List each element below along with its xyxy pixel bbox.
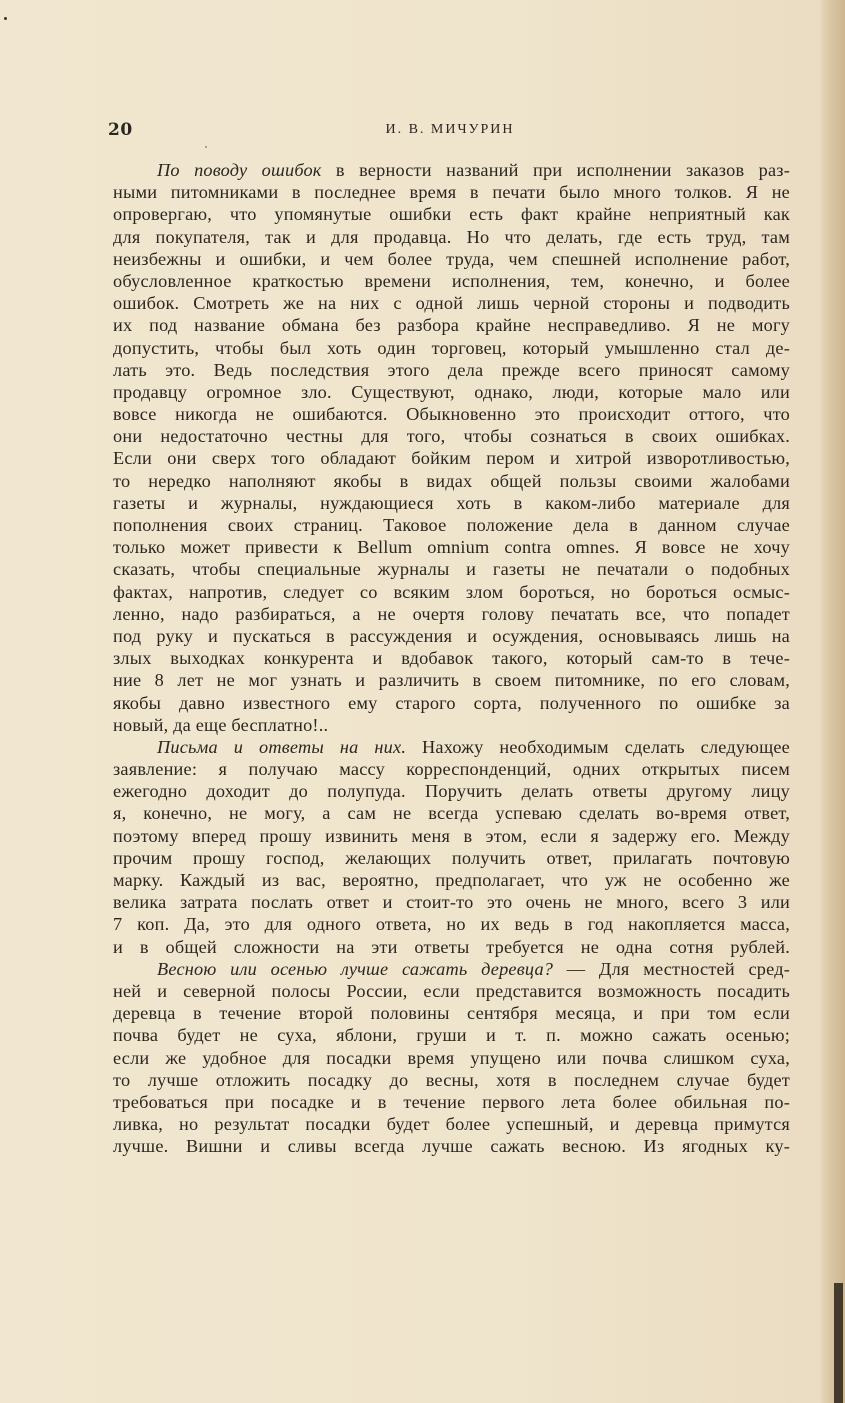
- line-text: то нередко наполняют якобы в видах общей пользы своими жалобами: [113, 470, 790, 491]
- line-text: — Для местностей сред-: [553, 958, 790, 979]
- text-line: [113, 1069, 790, 1091]
- line-text: они недостаточно честны для того, чтобы сознаться в своих ошибках.: [113, 426, 790, 447]
- text-line: [113, 159, 790, 181]
- line-text: марку. Каждый из вас, вероятно, предполагает, что уж не особенно же: [113, 870, 790, 890]
- text-line: [113, 403, 790, 425]
- line-text: для покупателя, так и для продавца. Но что делать, где есть труд, там: [113, 226, 790, 247]
- line-text: и в общей сложности на эти ответы требуется не одна сотня рублей.: [113, 936, 790, 957]
- line-text: я, конечно, не могу, а сам не всегда успеваю сделать во-время ответ,: [113, 803, 790, 824]
- italic-heading: Письма и ответы на них.: [157, 736, 407, 757]
- line-text: неизбежны и ошибки, и чем более труда, чем спешней исполнение работ,: [113, 248, 790, 269]
- text-line: [113, 647, 790, 669]
- text-line: [113, 1002, 790, 1024]
- text-line: [113, 181, 790, 203]
- line-text: продавцу огромное зло. Существуют, однако, люди, которые мало или: [113, 381, 790, 402]
- line-text: ние 8 лет не мог узнать и различить в своем питомнике, по его словам,: [113, 670, 790, 691]
- italic-heading: Весною или осенью лучше сажать деревца?: [157, 958, 554, 979]
- text-line: [113, 1135, 790, 1157]
- text-line: [113, 203, 790, 225]
- line-text: только может привести к Bellum omnium contra omnes. Я вовсе не хочу: [113, 537, 790, 558]
- line-text: Если они сверх того обладают бойким пером и хитрой изворотливостью,: [113, 448, 790, 469]
- text-line: [113, 425, 790, 447]
- text-line: [113, 980, 790, 1002]
- text-line: [113, 891, 790, 913]
- line-text: ными питомниками в последнее время в печати было много толков. Я не: [113, 182, 790, 203]
- line-text: заявление: я получаю массу корреспонденций, одних открытых писем: [113, 759, 790, 780]
- line-text: лать это. Ведь последствия этого дела прежде всего приносят самому: [113, 359, 790, 380]
- line-text: новый, да еще бесплатно!..: [113, 714, 329, 735]
- text-line: [113, 470, 790, 492]
- running-head: И. В. МИЧУРИН: [385, 122, 515, 137]
- text-line: [113, 802, 790, 824]
- text-line: [113, 292, 790, 314]
- text-line: [113, 359, 790, 381]
- text-line: [113, 692, 790, 714]
- line-text: 7 коп. Да, это для одного ответа, но их ведь в год накопляется масса,: [113, 914, 790, 935]
- line-text: в верности названий при исполнении заказов раз-: [321, 160, 791, 180]
- line-text: опровергаю, что упомянутые ошибки есть факт крайне неприятный как: [113, 204, 790, 225]
- line-text: ежегодно доходит до полупуда. Поручить делать ответы другому лицу: [113, 781, 790, 802]
- print-speck: [205, 146, 207, 148]
- text-line: [113, 337, 790, 359]
- line-text: ошибок. Смотреть же на них с одной лишь черной стороны и подводить: [113, 293, 790, 314]
- text-line: [113, 1091, 790, 1113]
- line-text: пополнения своих страниц. Таковое положение дела в данном случае: [113, 515, 790, 535]
- text-line: [113, 736, 790, 758]
- text-line: [113, 381, 790, 403]
- page-header: [108, 120, 792, 142]
- text-line: [113, 847, 790, 869]
- line-text: ливка, но результат посадки будет более успешный, и деревца примутся: [113, 1114, 790, 1135]
- line-text: допустить, чтобы был хоть один торговец, который умышленно стал де-: [113, 337, 790, 358]
- text-line: [113, 536, 790, 558]
- text-line: [113, 1024, 790, 1046]
- text-line: [113, 669, 790, 691]
- text-line: [113, 825, 790, 847]
- text-line: [113, 780, 790, 802]
- text-line: [113, 936, 790, 958]
- text-line: [113, 558, 790, 580]
- text-line: [113, 447, 790, 469]
- line-text: прочим прошу господ, желающих получить ответ, прилагать почтовую: [113, 847, 790, 868]
- page-edge-shadow: [821, 0, 845, 1403]
- text-line: [113, 1047, 790, 1069]
- text-line: [113, 603, 790, 625]
- line-text: сказать, чтобы специальные журналы и газеты не печатали о подобных: [113, 559, 790, 580]
- line-text: газеты и журналы, нуждающиеся хоть в каком-либо материале для: [113, 492, 790, 513]
- text-line: [113, 581, 790, 603]
- line-text: то лучше отложить посадку до весны, хотя в последнем случае будет: [113, 1069, 790, 1090]
- line-text: злых выходках конкурента и вдобавок такого, который сам-то в тече-: [113, 648, 790, 669]
- line-text: велика затрата послать ответ и стоит-то это очень не много, всего 3 или: [113, 892, 790, 913]
- line-text: Нахожу необходимым сделать следующее: [406, 736, 790, 757]
- line-text: поэтому вперед прошу извинить меня в этом, если я задержу его. Между: [113, 825, 790, 846]
- text-line: [113, 226, 790, 248]
- line-text: их под название обмана без разбора крайне несправедливо. Я не могу: [113, 315, 790, 336]
- line-text: деревца в течение второй половины сентября месяца, и при том если: [113, 1003, 790, 1024]
- line-text: обусловленное краткостью времени исполнения, тем, конечно, и более: [113, 270, 790, 291]
- line-text: если же удобное для посадки время упущено или почва слишком суха,: [113, 1047, 790, 1068]
- page-number: 20: [108, 120, 133, 140]
- text-line: [113, 625, 790, 647]
- text-line: [113, 913, 790, 935]
- text-line: [113, 714, 790, 736]
- line-text: ленно, надо разбираться, а не очертя голову печатать все, что попадет: [113, 603, 790, 624]
- line-text: фактах, напротив, следует со всяким злом бороться, но бороться осмыс-: [113, 581, 790, 602]
- text-line: [113, 314, 790, 336]
- body-text: [113, 159, 790, 1157]
- text-line: [113, 248, 790, 270]
- text-line: [113, 270, 790, 292]
- text-line: [113, 758, 790, 780]
- text-line: [113, 492, 790, 514]
- line-text: вовсе никогда не ошибаются. Обыкновенно это происходит оттого, что: [113, 404, 790, 425]
- line-text: почва будет не суха, яблони, груши и т. п. можно сажать осенью;: [113, 1025, 790, 1046]
- italic-heading: По поводу ошибок: [157, 160, 322, 180]
- line-text: ней и северной полосы России, если представится возможность посадить: [113, 980, 790, 1001]
- text-line: [113, 514, 790, 536]
- line-text: якобы давно известного ему старого сорта, полученного по ошибке за: [113, 692, 790, 713]
- line-text: лучше. Вишни и сливы всегда лучше сажать весною. Из ягодных ку-: [113, 1136, 790, 1157]
- line-text: требоваться при посадке и в течение первого лета более обильная по-: [113, 1091, 790, 1112]
- print-speck: [4, 17, 7, 20]
- text-line: [113, 1113, 790, 1135]
- text-line: [113, 869, 790, 891]
- line-text: под руку и пускаться в рассуждения и осуждения, основываясь лишь на: [113, 625, 790, 646]
- text-line: [113, 958, 790, 980]
